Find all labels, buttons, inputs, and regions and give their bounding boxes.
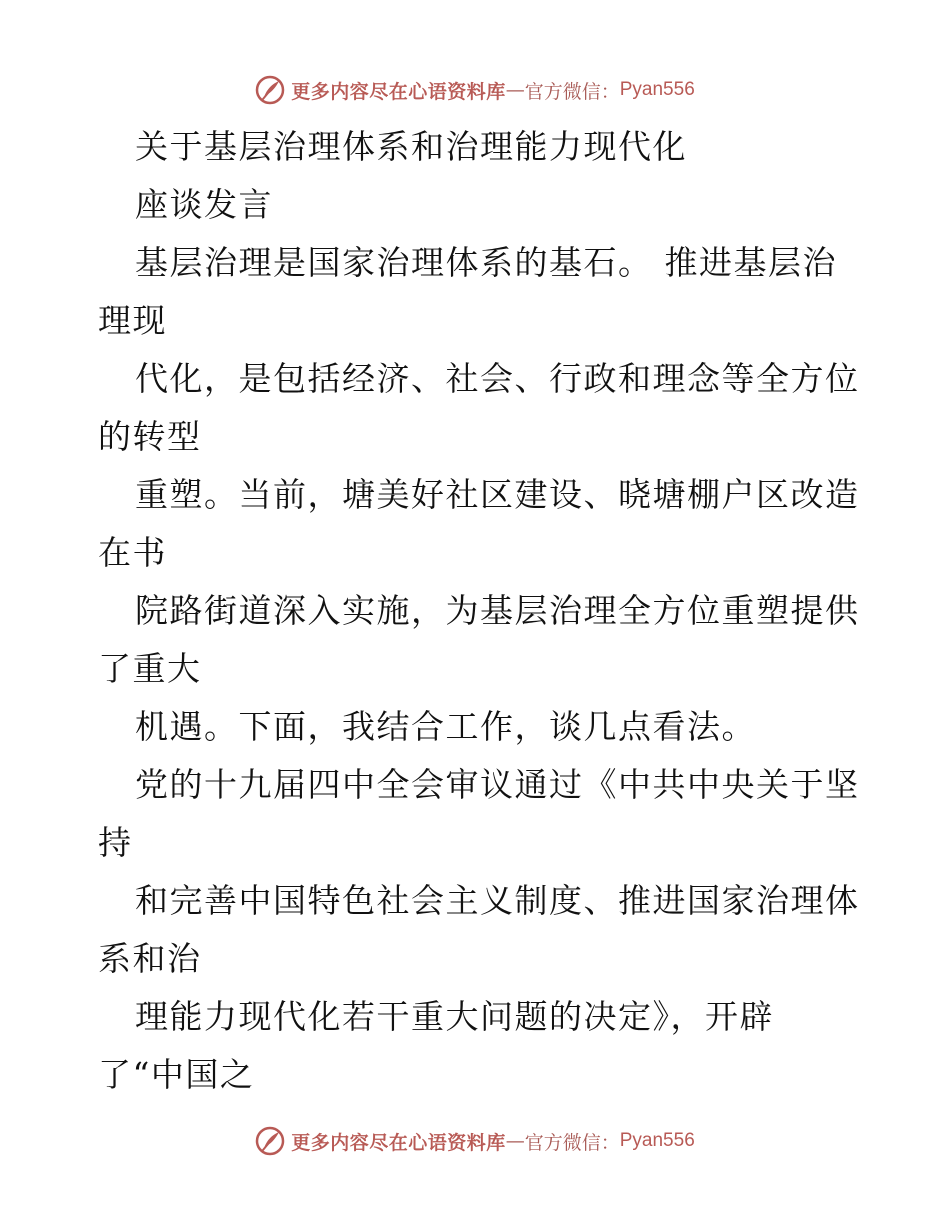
paragraph-line: 代化，是包括经济、社会、行政和理念等全方位: [135, 359, 860, 398]
paragraph-line: 重塑。当前，塘美好社区建设、晓塘棚户区改造: [135, 475, 860, 514]
feather-pen-logo-icon: [255, 75, 285, 105]
banner-wechat-label: 官方微信：: [524, 1131, 620, 1154]
document-title-line-2: 座谈发言: [135, 185, 273, 224]
paragraph-line: 理能力现代化若干重大问题的决定》，开辟: [135, 997, 774, 1036]
document-body: [0, 118, 950, 1104]
paragraph-line: 党的十九届四中全会审议通过《中共中央关于坚: [135, 765, 860, 804]
header-banner: [0, 70, 950, 110]
banner-wechat-id: Pyan556: [619, 79, 695, 100]
banner-text: 更多内容尽在心语资料库: [291, 1131, 506, 1154]
paragraph-line: 了重大: [98, 649, 202, 688]
banner-dash: —: [505, 79, 525, 101]
paragraph-line: 和完善中国特色社会主义制度、推进国家治理体: [135, 881, 860, 920]
banner-text: 更多内容尽在心语资料库: [291, 80, 506, 103]
banner-wechat-id: Pyan556: [619, 1130, 695, 1151]
feather-pen-logo-icon: [255, 1126, 285, 1156]
paragraph-line: 的转型: [98, 417, 202, 456]
paragraph-line: 了“中国之: [98, 1055, 255, 1094]
paragraph-line: 院路街道深入实施，为基层治理全方位重塑提供: [135, 591, 860, 630]
paragraph-line: 在书: [98, 533, 167, 572]
paragraph-line: 持: [98, 823, 133, 862]
paragraph-line: 系和治: [98, 939, 202, 978]
document-title-line-1: 关于基层治理体系和治理能力现代化: [135, 127, 687, 166]
banner-dash: —: [505, 1130, 525, 1152]
paragraph-line: 理现: [98, 301, 167, 340]
banner-wechat-label: 官方微信：: [524, 80, 620, 103]
footer-banner: [0, 1121, 950, 1161]
paragraph-line: 基层治理是国家治理体系的基石。 推进基层治: [135, 243, 837, 282]
paragraph-line: 机遇。下面，我结合工作，谈几点看法。: [135, 707, 756, 746]
